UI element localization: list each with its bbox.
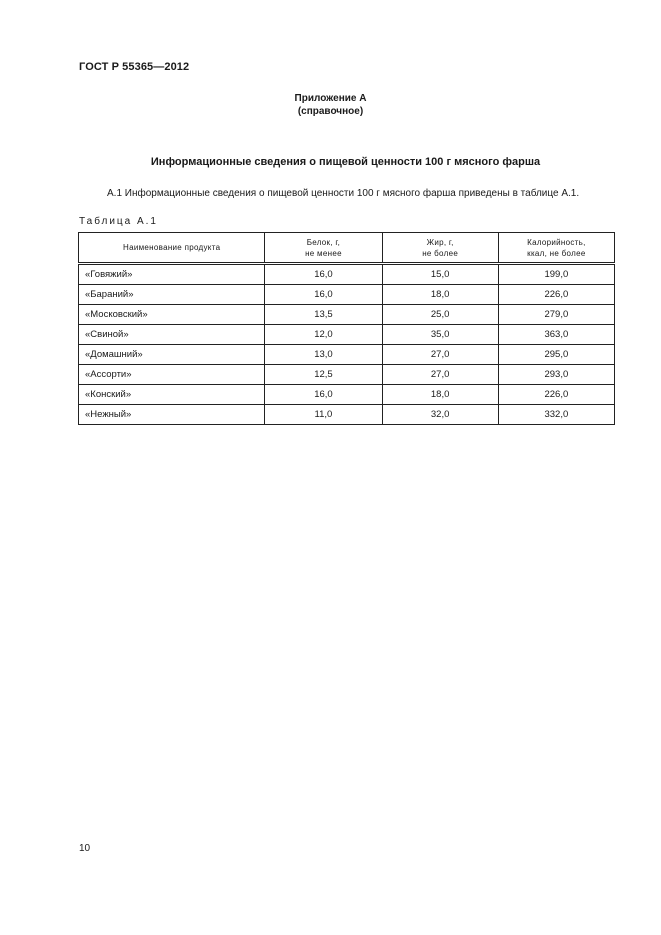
cell-fat: 18,0	[382, 285, 498, 305]
table-row	[79, 385, 615, 405]
cell-calories: 226,0	[498, 285, 614, 305]
header-calories-line-1: Калорийность,	[527, 237, 586, 247]
cell-fat: 27,0	[382, 345, 498, 365]
cell-product-name: «Бараний»	[79, 285, 265, 305]
header-protein	[265, 233, 382, 264]
header-fat-line-1: Жир, г,	[426, 237, 454, 247]
header-protein-line-2: не менее	[305, 248, 342, 258]
table-caption: Таблица А.1	[79, 216, 158, 227]
cell-fat: 32,0	[382, 405, 498, 425]
cell-protein: 13,0	[265, 345, 382, 365]
cell-protein: 12,0	[265, 325, 382, 345]
table-row	[79, 345, 615, 365]
cell-product-name: «Московский»	[79, 305, 265, 325]
table-row	[79, 264, 615, 285]
cell-calories: 199,0	[498, 264, 614, 285]
cell-product-name: «Домашний»	[79, 345, 265, 365]
header-fat	[382, 233, 498, 264]
cell-product-name: «Говяжий»	[79, 264, 265, 285]
appendix-title-line-1: Приложение А	[294, 93, 367, 104]
table-row	[79, 305, 615, 325]
header-product-name	[79, 233, 265, 264]
cell-product-name: «Ассорти»	[79, 365, 265, 385]
cell-calories: 363,0	[498, 325, 614, 345]
cell-calories: 226,0	[498, 385, 614, 405]
cell-protein: 11,0	[265, 405, 382, 425]
intro-paragraph: А.1 Информационные сведения о пищевой ценности 100 г мясного фарша приведены в таблице А.1.	[107, 188, 580, 199]
header-calories	[498, 233, 614, 264]
appendix-title	[0, 92, 661, 118]
cell-protein: 16,0	[265, 385, 382, 405]
table-row	[79, 405, 615, 425]
header-product-name-label: Наименование продукта	[123, 243, 221, 252]
cell-product-name: «Свиной»	[79, 325, 265, 345]
section-heading: Информационные сведения о пищевой ценности 100 г мясного фарша	[150, 156, 541, 168]
cell-protein: 13,5	[265, 305, 382, 325]
cell-protein: 12,5	[265, 365, 382, 385]
cell-fat: 35,0	[382, 325, 498, 345]
table-header-row	[79, 233, 615, 264]
cell-calories: 295,0	[498, 345, 614, 365]
cell-fat: 25,0	[382, 305, 498, 325]
header-fat-line-2: не более	[422, 248, 459, 258]
header-calories-line-2: ккал, не более	[527, 248, 586, 258]
cell-fat: 18,0	[382, 385, 498, 405]
page-number: 10	[79, 843, 91, 854]
table-row	[79, 325, 615, 345]
cell-calories: 293,0	[498, 365, 614, 385]
cell-fat: 15,0	[382, 264, 498, 285]
cell-calories: 279,0	[498, 305, 614, 325]
nutrition-table	[78, 232, 615, 425]
table-row	[79, 365, 615, 385]
appendix-title-line-2: (справочное)	[297, 106, 364, 117]
cell-fat: 27,0	[382, 365, 498, 385]
cell-product-name: «Конский»	[79, 385, 265, 405]
cell-protein: 16,0	[265, 264, 382, 285]
cell-calories: 332,0	[498, 405, 614, 425]
cell-protein: 16,0	[265, 285, 382, 305]
header-protein-line-1: Белок, г,	[306, 237, 341, 247]
document-code: ГОСТ Р 55365—2012	[79, 61, 190, 73]
cell-product-name: «Нежный»	[79, 405, 265, 425]
table-row	[79, 285, 615, 305]
